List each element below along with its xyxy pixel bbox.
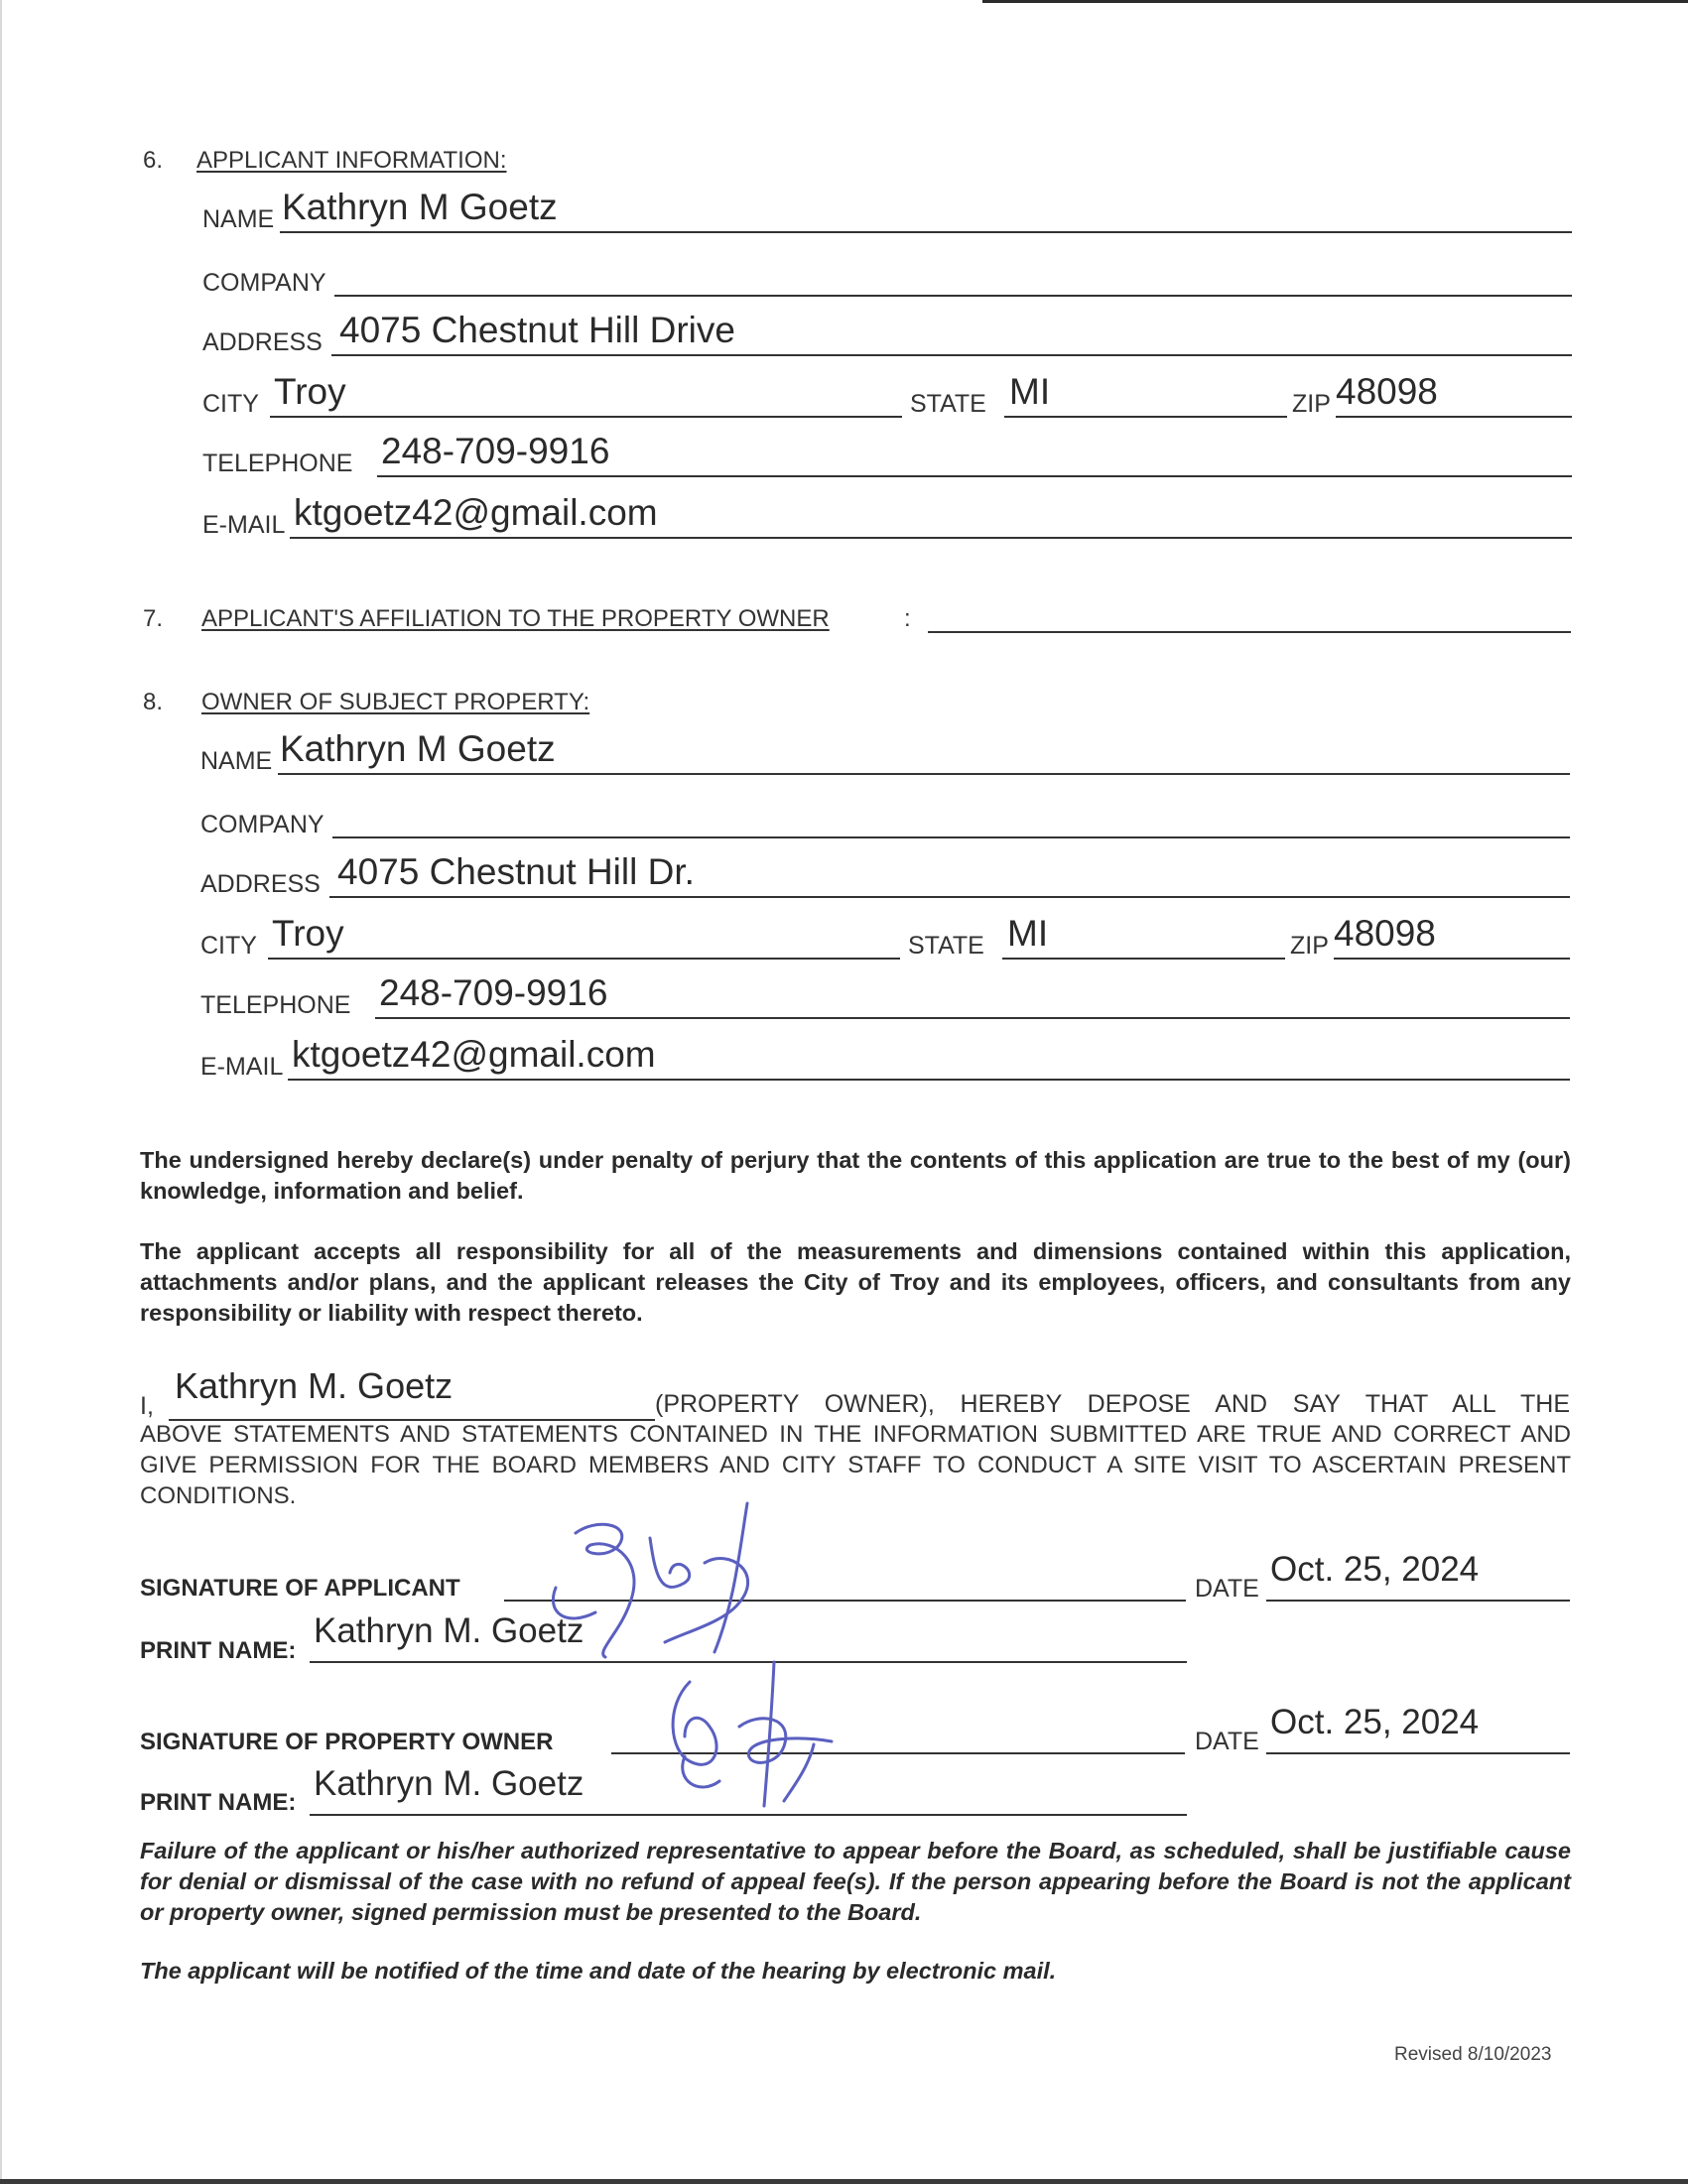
email-line <box>288 1079 1570 1081</box>
applicant-email-field[interactable] <box>202 494 1572 542</box>
applicant-telephone-field[interactable] <box>202 433 1572 480</box>
owner-telephone-value: 248-709-9916 <box>379 972 608 1013</box>
section-7-number: 7. <box>143 605 164 632</box>
owner-zip-value: 48098 <box>1334 913 1436 954</box>
owner-email-field[interactable] <box>200 1036 1570 1084</box>
owner-email-value: ktgoetz42@gmail.com <box>292 1034 656 1075</box>
deposition-prefix: I, <box>140 1392 154 1420</box>
company-line <box>332 836 1570 838</box>
address-label: ADDRESS <box>200 870 321 898</box>
applicant-zip-field[interactable] <box>1292 373 1572 421</box>
state-label: STATE <box>908 932 984 960</box>
responsibility-statement: The applicant accepts all responsibility for all of the measurements and dimensions contained within this application, attachments and/or plans, and the applicant releases the City of Troy and its employees, officers, and consultants from any responsibility or liability with respect thereto. <box>140 1238 1571 1326</box>
email-label: E-MAIL <box>200 1053 284 1081</box>
city-line <box>270 416 902 418</box>
section-7-heading: APPLICANT'S AFFILIATION TO THE PROPERTY OWNER <box>201 605 830 632</box>
applicant-print-name-label: PRINT NAME: <box>140 1637 297 1664</box>
applicant-address-value: 4075 Chestnut Hill Drive <box>339 310 735 350</box>
company-label: COMPANY <box>202 269 326 297</box>
owner-date-line[interactable] <box>1266 1752 1570 1754</box>
owner-print-name-label: PRINT NAME: <box>140 1789 297 1816</box>
applicant-print-name-value: Kathryn M. Goetz <box>314 1611 584 1650</box>
owner-state-value: MI <box>1007 913 1049 954</box>
notification-notice: The applicant will be notified of the time and date of the hearing by electronic mail. <box>140 1958 1057 1984</box>
email-line <box>290 537 1572 539</box>
applicant-company-field[interactable] <box>202 252 1572 300</box>
applicant-city-field[interactable] <box>202 373 902 421</box>
applicant-address-field[interactable] <box>202 312 1572 359</box>
zip-line <box>1334 958 1570 960</box>
company-label: COMPANY <box>200 811 325 838</box>
deposition-owner-name: Kathryn M. Goetz <box>175 1365 454 1406</box>
zip-line <box>1336 416 1572 418</box>
applicant-state-value: MI <box>1009 371 1051 412</box>
address-line <box>331 354 1572 356</box>
section-8-number: 8. <box>143 689 164 715</box>
revised-date: Revised 8/10/2023 <box>1394 2044 1552 2065</box>
state-line <box>1002 958 1285 960</box>
scan-top-edge <box>982 0 1688 3</box>
applicant-state-field[interactable] <box>910 373 1287 421</box>
city-line <box>268 958 900 960</box>
owner-print-name-value: Kathryn M. Goetz <box>314 1764 584 1803</box>
failure-notice: Failure of the applicant or his/her authorized representative to appear before the Board, as scheduled, shall be justifiable cause for denial or dismissal of the case with no refund of appeal fee(s). If the person appearing before the Board is not the applicant or property owner, signed permission must be presented to the Board. <box>140 1838 1571 1925</box>
owner-state-field[interactable] <box>908 915 1285 963</box>
owner-address-field[interactable] <box>200 853 1570 901</box>
address-label: ADDRESS <box>202 328 323 356</box>
owner-signature-image <box>645 1657 844 1826</box>
company-line <box>334 295 1572 297</box>
telephone-line <box>375 1017 1570 1019</box>
applicant-email-value: ktgoetz42@gmail.com <box>294 492 658 533</box>
section-6-heading: APPLICANT INFORMATION: <box>196 147 507 174</box>
perjury-statement: The undersigned hereby declare(s) under penalty of perjury that the contents of this application are true to the best of my (our) knowledge, information and belief. <box>140 1147 1571 1204</box>
city-label: CITY <box>202 390 259 418</box>
owner-city-value: Troy <box>272 913 344 954</box>
owner-date-label: DATE <box>1195 1728 1259 1755</box>
applicant-date-label: DATE <box>1195 1575 1259 1603</box>
telephone-line <box>377 475 1572 477</box>
address-line <box>329 896 1570 898</box>
scan-bottom-edge <box>0 2179 1688 2184</box>
owner-telephone-field[interactable] <box>200 974 1570 1022</box>
deposition-first-line: (PROPERTY OWNER), HEREBY DEPOSE AND SAY THAT ALL THE <box>655 1390 1570 1418</box>
owner-city-field[interactable] <box>200 915 900 963</box>
name-line <box>278 773 1570 775</box>
owner-address-value: 4075 Chestnut Hill Dr. <box>337 851 695 892</box>
name-line <box>280 231 1572 233</box>
owner-name-field[interactable] <box>200 730 1570 778</box>
name-label: NAME <box>200 747 273 775</box>
telephone-label: TELEPHONE <box>202 450 353 477</box>
applicant-city-value: Troy <box>274 371 346 412</box>
section-7-colon: : <box>904 605 911 632</box>
state-line <box>1004 416 1287 418</box>
applicant-date-line[interactable] <box>1266 1600 1570 1602</box>
applicant-telephone-value: 248-709-9916 <box>381 431 610 471</box>
section-8-heading: OWNER OF SUBJECT PROPERTY: <box>201 689 590 715</box>
owner-zip-field[interactable] <box>1290 915 1570 963</box>
zip-label: ZIP <box>1292 390 1331 418</box>
applicant-date-value: Oct. 25, 2024 <box>1270 1550 1480 1589</box>
applicant-name-value: Kathryn M Goetz <box>282 187 558 227</box>
telephone-label: TELEPHONE <box>200 991 351 1019</box>
owner-date-value: Oct. 25, 2024 <box>1270 1703 1480 1741</box>
city-label: CITY <box>200 932 257 960</box>
state-label: STATE <box>910 390 986 418</box>
applicant-name-field[interactable] <box>202 189 1572 236</box>
zip-label: ZIP <box>1290 932 1329 960</box>
applicant-zip-value: 48098 <box>1336 371 1438 412</box>
scan-left-edge <box>0 0 2 2184</box>
owner-signature-label: SIGNATURE OF PROPERTY OWNER <box>140 1729 554 1755</box>
applicant-signature-label: SIGNATURE OF APPLICANT <box>140 1575 460 1602</box>
email-label: E-MAIL <box>202 511 286 539</box>
affiliation-line[interactable] <box>928 631 1571 633</box>
applicant-signature-image <box>536 1493 794 1672</box>
owner-name-value: Kathryn M Goetz <box>280 728 556 769</box>
deposition-statement: ABOVE STATEMENTS AND STATEMENTS CONTAINED IN THE INFORMATION SUBMITTED ARE TRUE AND CORRECT AND GIVE PERMISSION FOR THE BOARD MEMBERS AND CITY STAFF TO CONDUCT A SITE VISIT TO ASCERTAIN PRESENT CONDITIONS. <box>140 1421 1571 1509</box>
name-label: NAME <box>202 205 275 233</box>
owner-company-field[interactable] <box>200 794 1570 841</box>
section-6-number: 6. <box>143 147 164 174</box>
